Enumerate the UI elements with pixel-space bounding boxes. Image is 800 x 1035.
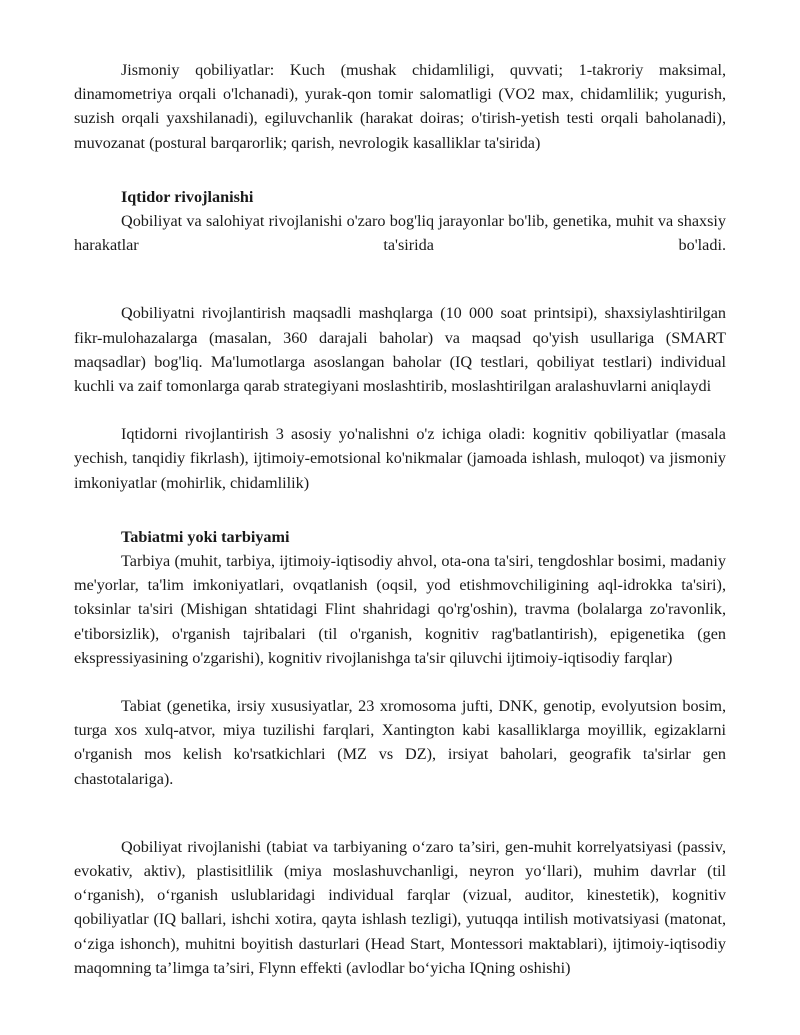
paragraph-talent-directions: Iqtidorni rivojlantirish 3 asosiy yo'nalishni o'z ichiga oladi: kognitiv qobiliyatlar (masala yechish, tanqidiy fikrlash), ijtimoiy-emotsional ko'nikmalar (jamoada ishlash, muloqot) va jismoniy imkoniyatlar (mohirlik, chidamlilik) bbox=[74, 425, 726, 492]
spacer bbox=[74, 821, 726, 835]
spacer bbox=[74, 257, 726, 287]
paragraph-nature: Tabiat (genetika, irsiy xususiyatlar, 23 xromosoma jufti, DNK, genotip, evolyutsion bosim, turga xos xulq-atvor, miya tuzilishi farqlari, Xantington kabi kasalliklarga moyillik, egizaklarni o'rganish mos kelish ko'rsatkichlari (MZ vs DZ), irsiyat baholari, geografik ta'sirlar gen chastotalariga). bbox=[74, 697, 726, 788]
heading-nature-nurture: Tabiatmi yoki tarbiyami bbox=[121, 527, 290, 546]
paragraph-ability-potential: Qobiliyat va salohiyat rivojlanishi o'zaro bog'liq jarayonlar bo'lib, genetika, muhit va shaxsiy harakatlar ta'sirida bo'ladi. bbox=[74, 212, 726, 255]
paragraph-ability-development: Qobiliyat rivojlanishi (tabiat va tarbiyaning o‘zaro ta’siri, gen-muhit korrelyatsiyasi (passiv, evokativ, aktiv), plastisitlilik (miya moslashuvchanligi, neyron yo‘llari), muhim davrlar (til o‘rganish), o‘rganish uslublaridagi individual farqlar (vizual, auditor, kinestetik), kognitiv qobiliyatlar (IQ ballari, ishchi xotira, qayta ishlash tezligi), yutuqqa intilish motivatsiyasi (matonat, o‘ziga ishonch), muhitni boyitish dasturlari (Head Start, Montessori maktablari), ijtimoiy-iqtisodiy maqomning ta’limga ta’siri, Flynn effekti (avlodlar bo‘yicha IQning oshishi) bbox=[74, 837, 726, 977]
spacer bbox=[74, 495, 726, 525]
spacer bbox=[74, 670, 726, 694]
spacer bbox=[74, 398, 726, 422]
heading-talent-development: Iqtidor rivojlanishi bbox=[121, 187, 254, 206]
paragraph-ability-training: Qobiliyatni rivojlantirish maqsadli mashqlarga (10 000 soat printsipi), shaxsiylashtirilgan fikr-mulohazalarga (masalan, 360 darajali baholar) va maqsad qo'yish usullariga (SMART maqsadlar) bog'liq. Ma'lumotlarga asoslangan baholar (IQ testlari, qobiliyat testlari) individual kuchli va zaif tomonlarga qarab strategiyani moslashtirib, moslashtirilgan aralashuvlarni aniqlaydi bbox=[74, 304, 726, 396]
paragraph-nurture: Tarbiya (muhit, tarbiya, ijtimoiy-iqtisodiy ahvol, ota-ona ta'siri, tengdoshlar bosimi, madaniy me'yorlar, ta'lim imkoniyatlari, ovqatlanish (oqsil, yod etishmovchiligining aql-idrokka ta'siri), toksinlar ta'siri (Mishigan shtatidagi Flint shahridagi qo'rg'oshin), travma (bolalarga zo'ravonlik, e'tiborsizlik), o'rganish tajribalari (til o'rganish, kognitiv rag'batlantirish), epigenetika (gen ekspressiyasining o'zgarishi), kognitiv rivojlanishga ta'sir qiluvchi ijtimoiy-iqtisodiy farqlar) bbox=[74, 552, 726, 667]
spacer bbox=[74, 287, 726, 301]
paragraph-physical-abilities: Jismoniy qobiliyatlar: Kuch (mushak chidamliligi, quvvati; 1-takroriy maksimal, dinamometriya orqali o'lchanadi), yurak-qon tomir salomatligi (VO2 max, chidamlilik; yugurish, suzish orqali yaxshilanadi), egiluvchanlik (harakat doiras; o'tirish-yetish testi orqali baholanadi), muvozanat (postural barqarorlik; qarish, nevrologik kasalliklar ta'sirida) bbox=[74, 61, 726, 152]
spacer bbox=[74, 155, 726, 185]
spacer bbox=[74, 791, 726, 821]
